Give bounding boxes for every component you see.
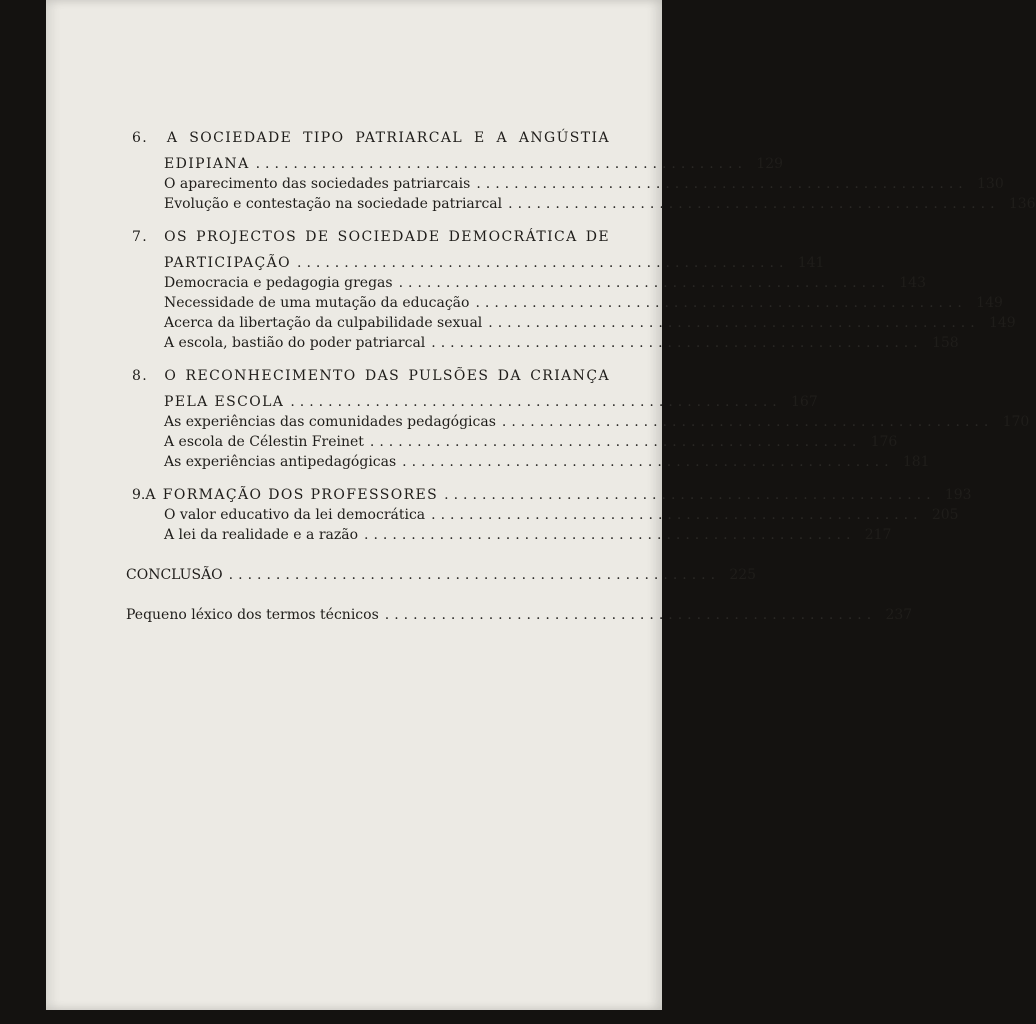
page-number: 149 [988,315,1016,331]
heading-word: O [164,368,178,384]
leader-dots: .................................................... [444,487,936,503]
toc-item [132,505,959,525]
heading-word: PROJECTOS [196,229,298,245]
chapter-number: 6. [132,130,149,146]
page-number: 217 [864,527,892,543]
page-number: 181 [902,454,930,470]
heading-word: DA [497,368,522,384]
heading-word: PATRIARCAL [355,130,464,146]
page-number: 141 [797,255,825,271]
conclusion-label: CONCLUSÃO [126,567,223,583]
heading-word: SOCIEDADE [189,130,293,146]
item-label: Necessidade de uma mutação da educação [164,295,470,311]
item-label: As experiências antipedagógicas [164,454,397,470]
heading-word: SOCIEDADE [337,229,441,245]
leader-dots: .................................................... [290,394,782,410]
toc-item [132,412,1030,432]
page-number: 136 [1008,196,1036,212]
leader-dots: .................................................... [369,434,862,450]
chapter-heading-end: EDIPIANA [164,156,250,172]
heading-word: DEMOCRÁTICA [448,229,578,245]
leader-dots: .................................................... [297,255,789,271]
page-number: 205 [931,507,959,523]
leader-dots: .................................................... [488,315,980,331]
leader-dots: .................................................... [431,335,923,351]
toc-item [132,273,926,293]
chapter-heading-row [132,386,818,412]
toc-item [132,432,898,452]
leader-dots: .................................................... [508,196,1000,212]
page-number: 167 [791,394,818,410]
page-number: 170 [1002,414,1030,430]
page-number: 158 [931,335,959,351]
chapter-heading-row [132,485,972,505]
lexicon-label: Pequeno léxico dos termos técnicos [126,607,379,623]
heading-word: OS [164,229,188,245]
chapter-number: 9. [132,487,146,503]
conclusion-entry [126,565,757,585]
heading-word: E [473,130,486,146]
leader-dots: .................................................... [431,507,923,523]
item-label: A escola de Célestin Freinet [164,434,364,450]
toc-item [132,333,959,353]
heading-word: A [166,130,179,146]
toc-item [132,313,1016,333]
leader-dots: .................................................... [475,295,967,311]
toc-item [132,293,1003,313]
item-label: Democracia e pedagogia gregas [164,275,393,291]
heading-word: CRIANÇA [530,368,610,384]
item-label: A lei da realidade e a razão [164,527,359,543]
toc-item [132,174,1004,194]
page-number: 237 [885,607,913,623]
toc-item [132,452,930,472]
item-label: As experiências das comunidades pedagógicas [164,414,496,430]
page-number: 143 [899,275,926,291]
page-number: 176 [870,434,898,450]
chapter-8 [132,366,1030,472]
chapter-heading: A FORMAÇÃO DOS PROFESSORES [145,487,439,503]
chapter-heading-end: PELA ESCOLA [164,394,285,410]
page-number: 129 [756,156,784,172]
leader-dots: .................................................... [402,454,894,470]
leader-dots: .................................................... [255,156,748,172]
chapter-9 [132,485,972,545]
leader-dots: .................................................... [476,176,968,192]
leader-dots: .................................................... [501,414,994,430]
page-number: 193 [944,487,972,503]
chapter-heading-row [132,247,825,273]
leader-dots: .................................................... [228,567,721,583]
chapter-number: 7. [132,229,149,245]
item-label: O valor educativo da lei democrática [164,507,426,523]
book-page [46,0,1036,1010]
chapter-7 [132,227,1016,353]
lexicon-entry [126,605,913,625]
chapter-heading-row [132,148,784,174]
chapter-number: 8. [132,368,149,384]
item-label: Evolução e contestação na sociedade patriarcal [164,196,503,212]
chapter-6 [132,128,1036,214]
toc-item [132,194,1036,214]
heading-word: TIPO [303,130,345,146]
page-number: 130 [977,176,1004,192]
heading-word: DE [585,229,610,245]
page-number: 149 [976,295,1003,311]
item-label: A escola, bastião do poder patriarcal [164,335,426,351]
heading-word: A [496,130,508,146]
item-label: O aparecimento das sociedades patriarcais [164,176,471,192]
leader-dots: .................................................... [364,527,856,543]
leader-dots: .................................................... [384,607,877,623]
chapter-heading-end: PARTICIPAÇÃO [164,255,291,271]
heading-word: PULSÕES [408,368,490,384]
item-label: Acerca da libertação da culpabilidade sexual [164,315,483,331]
heading-word: RECONHECIMENTO [185,368,357,384]
page-number: 225 [729,567,757,583]
heading-word: DAS [364,368,401,384]
heading-word: ANGÚSTIA [518,130,610,146]
heading-word: DE [305,229,330,245]
toc-item [132,525,892,545]
leader-dots: .................................................... [398,275,890,291]
table-of-contents [126,128,1036,638]
